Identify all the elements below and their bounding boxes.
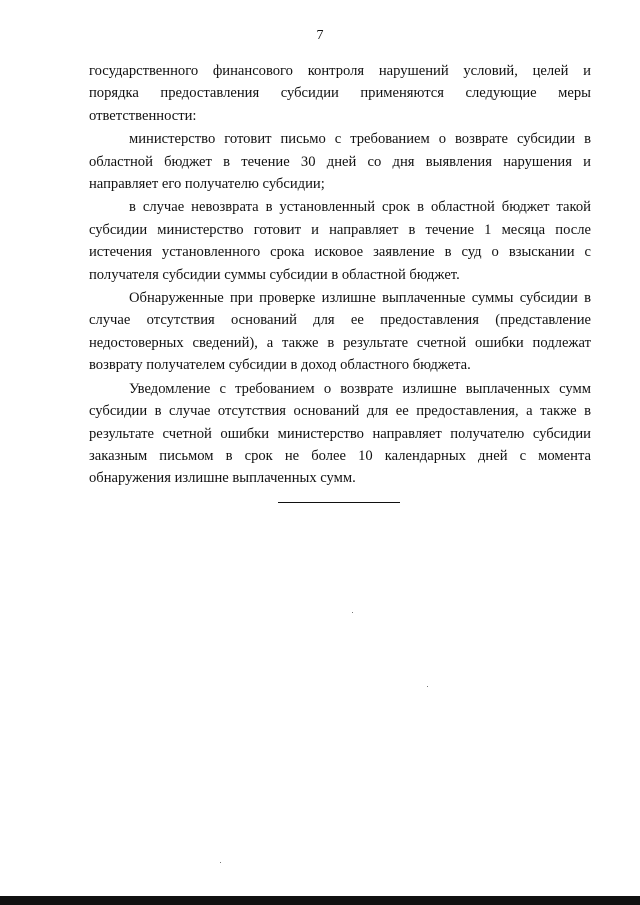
paragraph-ministry-letter — [89, 128, 591, 195]
text-line: возврату получателем субсидии в доход областного бюджета. — [89, 357, 471, 374]
text-line: субсидии в случае отсутствия оснований для ее предоставления, а также в — [89, 403, 591, 420]
paragraph-overpaid-sums — [89, 287, 591, 377]
paragraph-non-return — [89, 196, 591, 286]
text-line: субсидии министерство готовит и направляет в течение 1 месяца после — [89, 221, 591, 238]
text-line: заказным письмом в срок не более 10 календарных дней с момента — [89, 447, 591, 464]
text-line: порядка предоставления субсидии применяются следующие меры — [89, 85, 591, 102]
text-line: направляет его получателю субсидии; — [89, 176, 325, 193]
end-separator-line — [278, 502, 400, 503]
text-line: обнаружения излишне выплаченных сумм. — [89, 470, 356, 487]
text-line: министерство готовит письмо с требованием о возврате субсидии в — [129, 131, 591, 148]
text-line: государственного финансового контроля нарушений условий, целей и — [89, 63, 591, 79]
text-line: случае отсутствия оснований для ее предоставления (представление — [89, 312, 591, 329]
text-line: недостоверных сведений), а также в результате счетной ошибки подлежат — [89, 334, 591, 351]
paragraph-continuation — [89, 60, 591, 127]
text-line: в случае невозврата в установленный срок в областной бюджет такой — [129, 199, 591, 216]
scan-speck — [220, 862, 221, 863]
text-line: Уведомление с требованием о возврате излишне выплаченных сумм — [129, 380, 591, 397]
text-line: получателя субсидии суммы субсидии в областной бюджет. — [89, 266, 460, 283]
text-line: Обнаруженные при проверке излишне выплаченные суммы субсидии в — [129, 290, 591, 307]
scan-speck — [352, 612, 353, 613]
text-line: ответственности: — [89, 107, 197, 124]
scan-edge-band — [0, 896, 640, 905]
paragraph-notification — [89, 378, 591, 490]
text-line: истечения установленного срока исковое заявление в суд о взыскании с — [89, 244, 591, 261]
page-number: 7 — [316, 28, 324, 43]
text-line: областной бюджет в течение 30 дней со дня выявления нарушения и — [89, 153, 591, 170]
scan-speck — [427, 686, 428, 687]
document-body — [89, 60, 591, 490]
text-line: результате счетной ошибки министерство направляет получателю субсидии — [89, 425, 591, 442]
